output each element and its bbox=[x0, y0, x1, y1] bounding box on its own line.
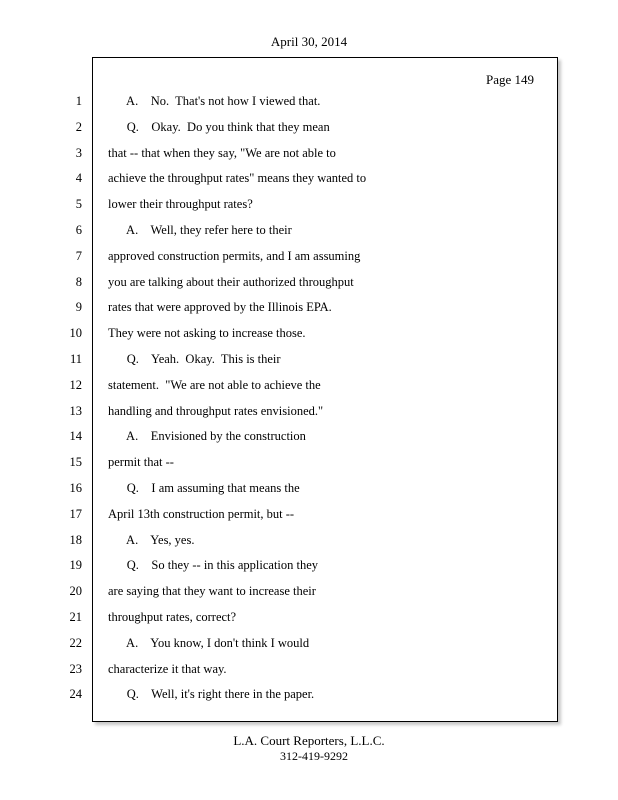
line-number: 21 bbox=[69, 610, 82, 624]
line-number: 19 bbox=[69, 558, 82, 572]
line-number: 8 bbox=[75, 275, 82, 289]
line-number: 5 bbox=[75, 197, 82, 211]
transcript-line: achieve the throughput rates" means they wanted to bbox=[108, 171, 367, 185]
transcript-line: approved construction permits, and I am assuming bbox=[108, 249, 361, 263]
transcript-line: Q. I am assuming that means the bbox=[108, 481, 300, 495]
transcript-line: throughput rates, correct? bbox=[108, 610, 237, 624]
header-date: April 30, 2014 bbox=[270, 34, 348, 49]
line-number: 13 bbox=[69, 404, 82, 418]
transcript-line: permit that -- bbox=[108, 455, 174, 469]
line-number: 1 bbox=[75, 94, 82, 108]
transcript-line: A. Yes, yes. bbox=[108, 533, 195, 547]
transcript-line: handling and throughput rates envisioned." bbox=[108, 404, 324, 418]
transcript-line: A. Well, they refer here to their bbox=[108, 223, 292, 237]
line-number: 3 bbox=[75, 146, 82, 160]
transcript-line: A. Envisioned by the construction bbox=[108, 429, 306, 443]
line-number: 6 bbox=[75, 223, 82, 237]
transcript-line: Q. Okay. Do you think that they mean bbox=[108, 120, 330, 134]
line-number: 17 bbox=[69, 507, 82, 521]
line-number: 12 bbox=[69, 378, 82, 392]
line-number: 2 bbox=[75, 120, 82, 134]
line-number: 16 bbox=[69, 481, 82, 495]
page-number: Page 149 bbox=[485, 72, 534, 87]
transcript-line: are saying that they want to increase their bbox=[108, 584, 316, 598]
line-number: 4 bbox=[75, 171, 82, 185]
line-number: 9 bbox=[75, 300, 82, 314]
transcript-line: Q. Yeah. Okay. This is their bbox=[108, 352, 281, 366]
line-number: 11 bbox=[69, 352, 82, 366]
line-number: 18 bbox=[69, 533, 82, 547]
line-number: 15 bbox=[69, 455, 82, 469]
line-number: 23 bbox=[69, 662, 82, 676]
line-number: 22 bbox=[69, 636, 82, 650]
line-number: 24 bbox=[69, 687, 82, 701]
transcript-line: April 13th construction permit, but -- bbox=[108, 507, 295, 521]
transcript-line: Q. So they -- in this application they bbox=[108, 558, 319, 572]
transcript-line: A. No. That's not how I viewed that. bbox=[108, 94, 321, 108]
transcript-line: statement. "We are not able to achieve the bbox=[108, 378, 321, 392]
line-number: 14 bbox=[69, 429, 82, 443]
transcript-line: A. You know, I don't think I would bbox=[108, 636, 310, 650]
transcript-line: lower their throughput rates? bbox=[108, 197, 253, 211]
line-number: 20 bbox=[69, 584, 82, 598]
transcript-line: that -- that when they say, "We are not able to bbox=[108, 146, 336, 160]
footer-firm-name: L.A. Court Reporters, L.L.C. bbox=[233, 733, 385, 748]
transcript-line: Q. Well, it's right there in the paper. bbox=[108, 687, 315, 701]
transcript-line: rates that were approved by the Illinois EPA. bbox=[108, 300, 332, 314]
footer-phone: 312-419-9292 bbox=[280, 749, 348, 763]
transcript-line: characterize it that way. bbox=[108, 662, 227, 676]
transcript-line: They were not asking to increase those. bbox=[108, 326, 306, 340]
line-number: 10 bbox=[69, 326, 82, 340]
transcript-line: you are talking about their authorized throughput bbox=[108, 275, 354, 289]
line-number: 7 bbox=[75, 249, 82, 263]
